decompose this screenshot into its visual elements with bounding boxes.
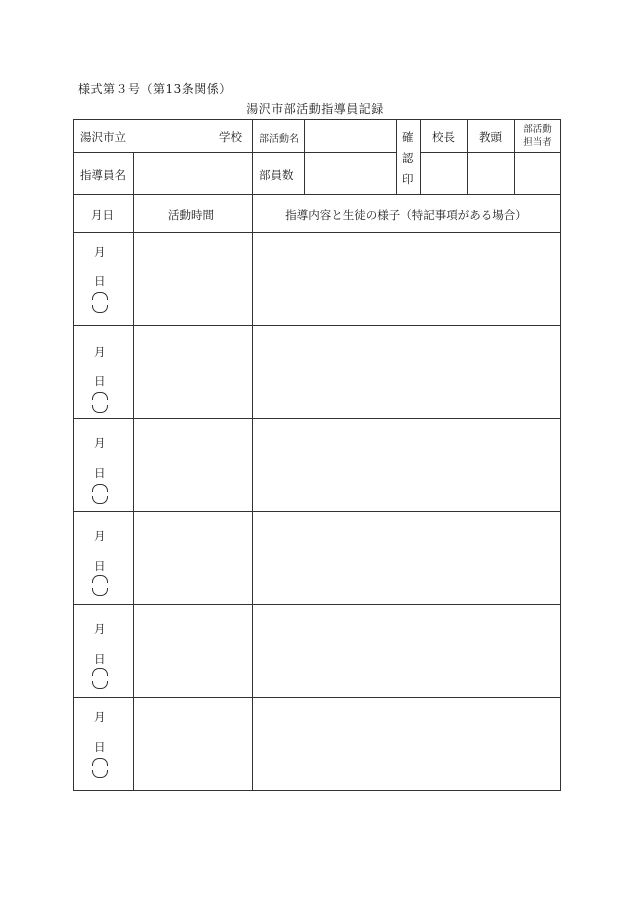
row-month-label: 月 bbox=[94, 529, 106, 543]
row-month-label: 月 bbox=[94, 345, 106, 359]
open-paren-mark bbox=[92, 392, 108, 400]
row-day-label: 日 bbox=[94, 652, 106, 666]
close-paren-mark bbox=[92, 681, 108, 689]
column-header-date: 月日 bbox=[91, 208, 114, 222]
row-month-label: 月 bbox=[94, 245, 106, 259]
close-paren-mark bbox=[92, 305, 108, 313]
table-border-bottom bbox=[73, 790, 561, 791]
grid-line bbox=[396, 119, 397, 194]
open-paren-mark bbox=[92, 668, 108, 676]
column-header-activity-time: 活動時間 bbox=[168, 208, 214, 222]
column-header-content: 指導内容と生徒の様子（特記事項がある場合） bbox=[285, 208, 527, 222]
instructor-label: 指導員名 bbox=[80, 168, 126, 182]
school-label: 学校 bbox=[219, 130, 242, 144]
close-paren-mark bbox=[92, 770, 108, 778]
confirm-char-2: 認 bbox=[402, 151, 414, 165]
grid-line bbox=[420, 119, 421, 194]
form-number: 様式第３号（第13条関係） bbox=[78, 82, 232, 96]
club-manager-line1: 部活動 bbox=[523, 124, 552, 135]
grid-line bbox=[73, 325, 560, 326]
vice-principal-label: 教頭 bbox=[479, 130, 502, 144]
row-month-label: 月 bbox=[94, 710, 106, 724]
confirm-char-1: 確 bbox=[402, 130, 414, 144]
row-day-label: 日 bbox=[94, 274, 106, 288]
grid-line bbox=[467, 119, 468, 194]
close-paren-mark bbox=[92, 496, 108, 504]
close-paren-mark bbox=[92, 405, 108, 413]
club-manager-label bbox=[515, 123, 560, 149]
confirm-char-3: 印 bbox=[402, 172, 414, 186]
city-label: 湯沢市立 bbox=[80, 130, 126, 144]
open-paren-mark bbox=[92, 484, 108, 492]
table-border-right bbox=[560, 119, 561, 791]
grid-line bbox=[73, 511, 560, 512]
grid-line bbox=[73, 604, 560, 605]
row-day-label: 日 bbox=[94, 466, 106, 480]
row-day-label: 日 bbox=[94, 559, 106, 573]
table-border-left bbox=[73, 119, 74, 790]
grid-line bbox=[420, 152, 560, 153]
row-day-label: 日 bbox=[94, 740, 106, 754]
club-manager-line2: 担当者 bbox=[523, 137, 552, 148]
open-paren-mark bbox=[92, 292, 108, 300]
table-border-top bbox=[73, 119, 560, 120]
row-month-label: 月 bbox=[94, 436, 106, 450]
row-day-label: 日 bbox=[94, 374, 106, 388]
grid-line bbox=[133, 194, 134, 790]
club-name-label: 部活動名 bbox=[259, 134, 299, 145]
grid-line bbox=[73, 418, 560, 419]
grid-line bbox=[73, 152, 396, 153]
member-count-label: 部員数 bbox=[259, 168, 294, 182]
open-paren-mark bbox=[92, 575, 108, 583]
page-title: 湯沢市部活動指導員記録 bbox=[246, 102, 384, 116]
principal-label: 校長 bbox=[432, 130, 455, 144]
grid-line bbox=[73, 194, 560, 195]
close-paren-mark bbox=[92, 588, 108, 596]
grid-line bbox=[133, 152, 134, 194]
row-month-label: 月 bbox=[94, 622, 106, 636]
grid-line bbox=[73, 232, 560, 233]
grid-line bbox=[304, 119, 305, 194]
grid-line bbox=[73, 697, 560, 698]
open-paren-mark bbox=[92, 758, 108, 766]
